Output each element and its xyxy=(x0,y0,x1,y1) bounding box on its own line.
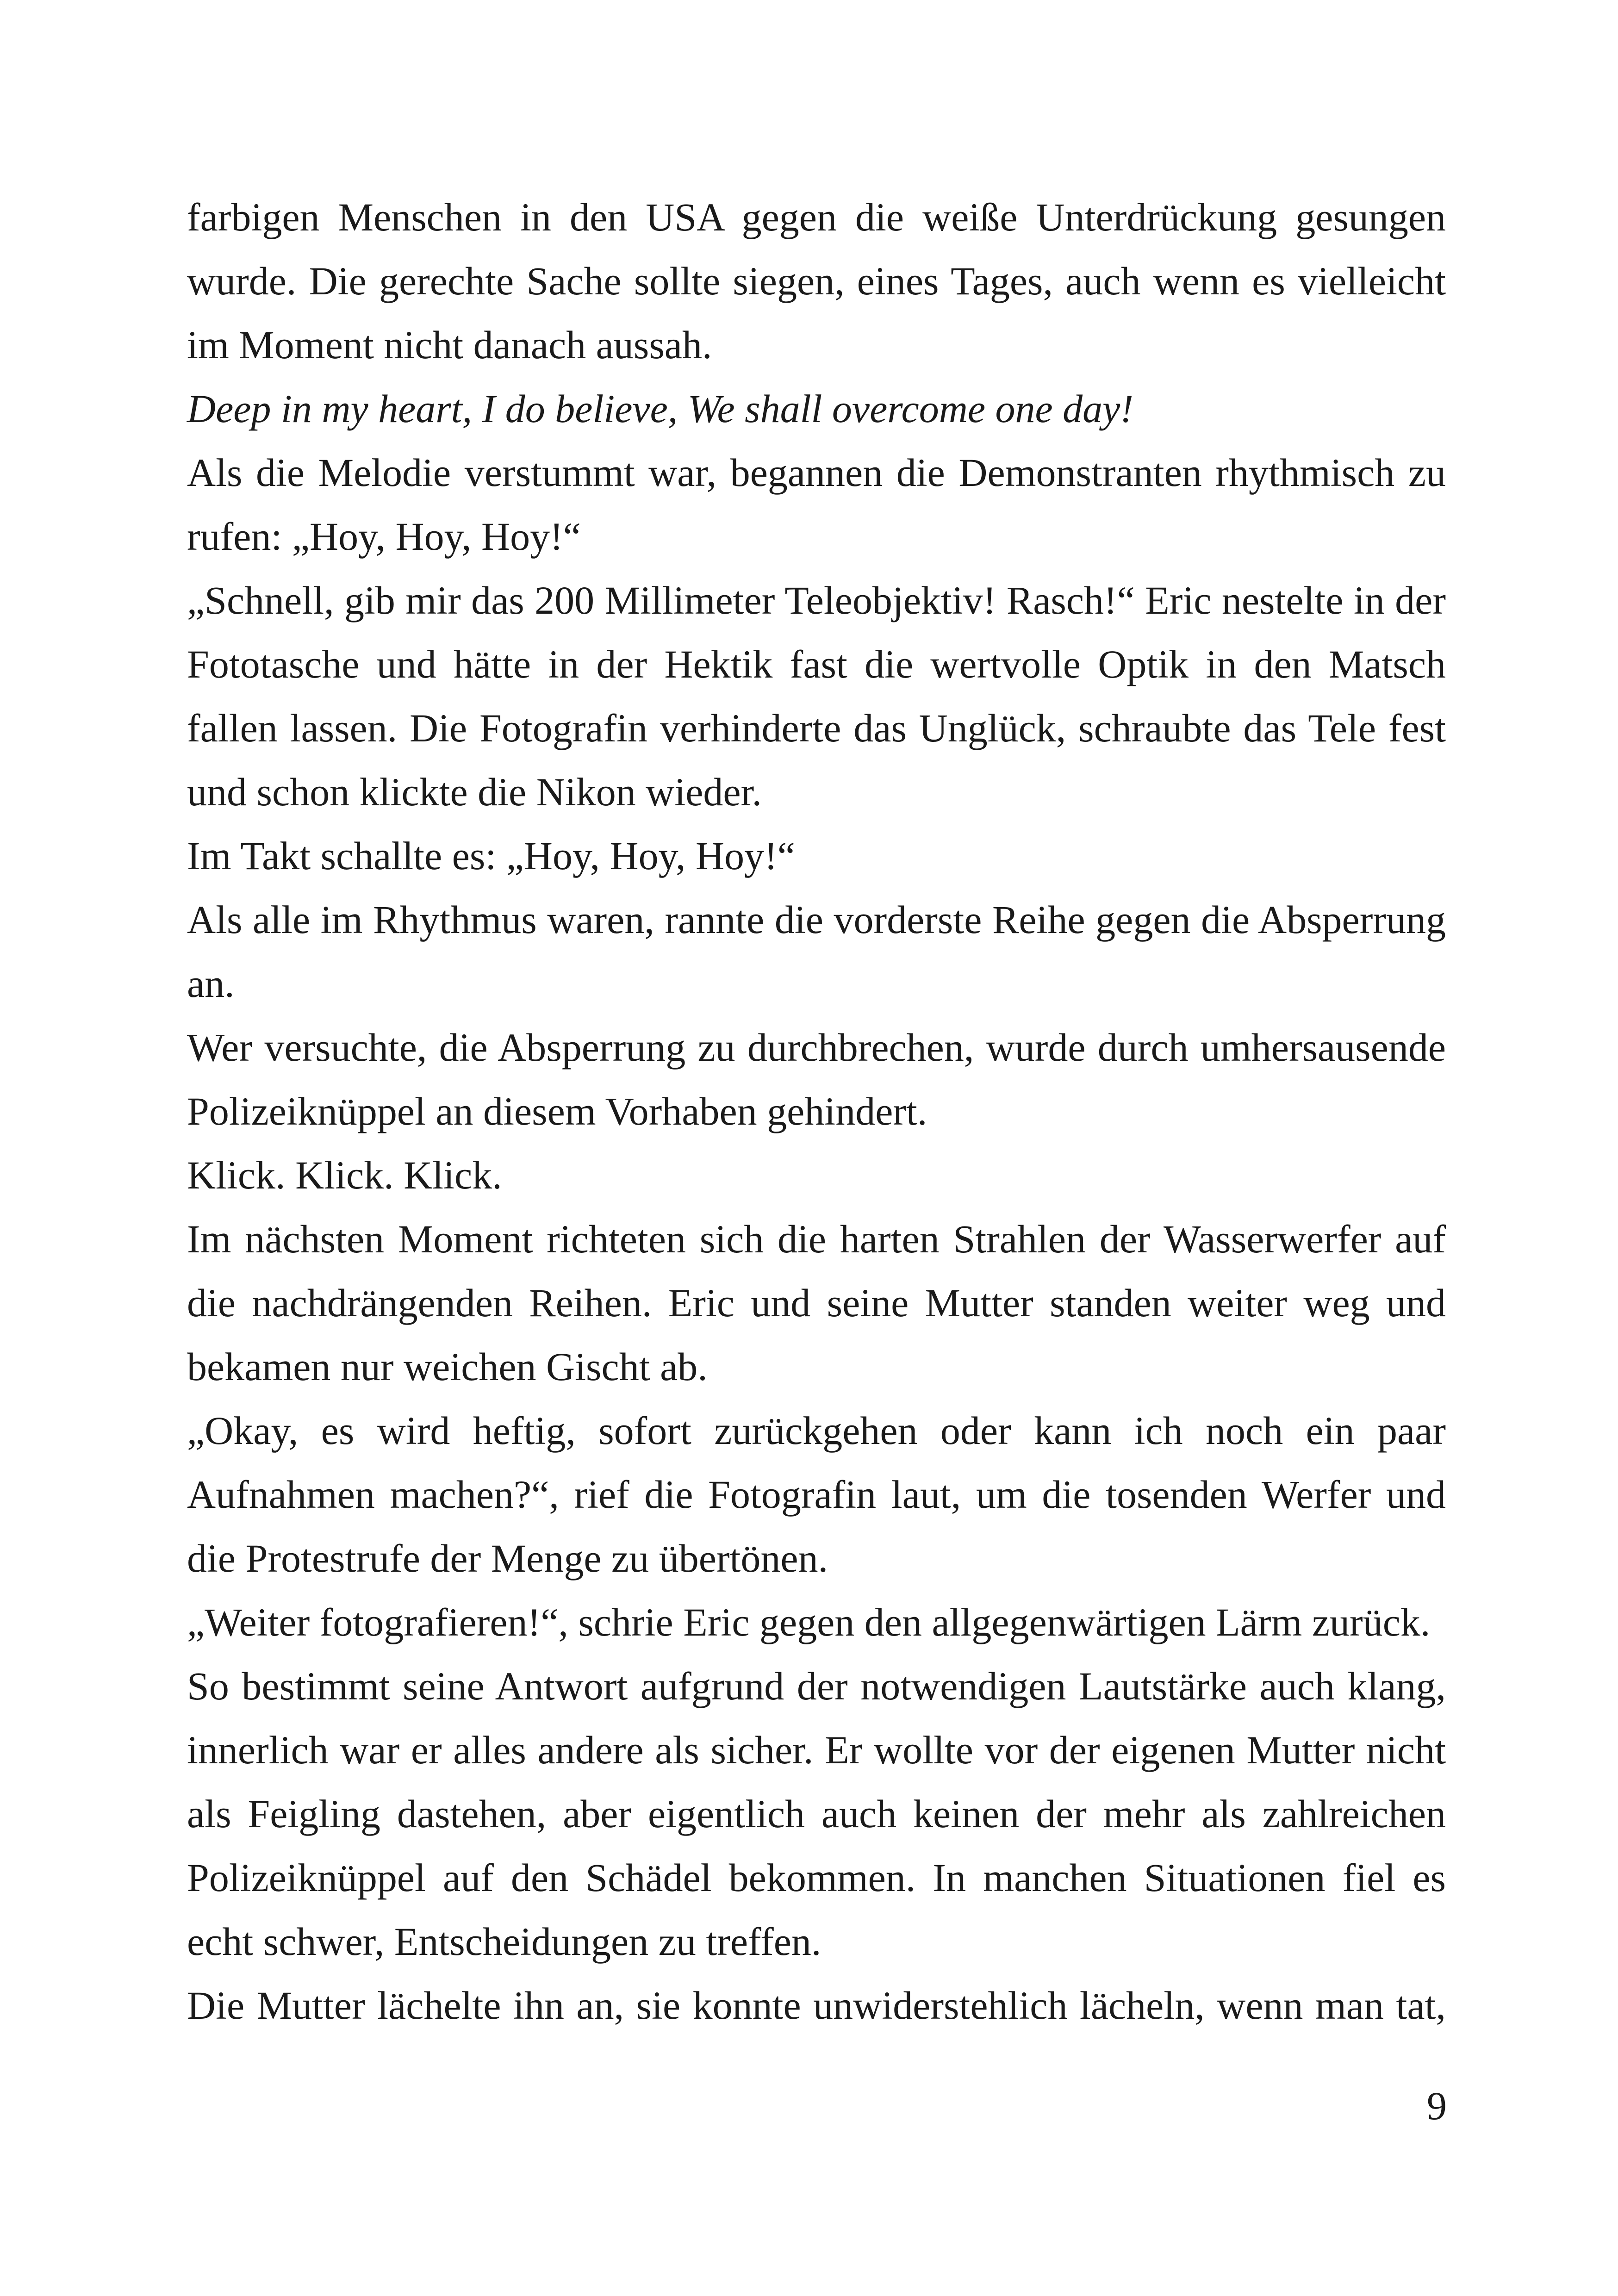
paragraph-10: „Okay, es wird heftig, sofort zurückgehen oder kann ich noch ein paar Aufnahmen machen?“, rief die Fotografin laut, um die tosenden Werfer und die Protestrufe der Menge zu übertönen. xyxy=(187,1408,1446,1580)
page-number: 9 xyxy=(1427,2084,1447,2128)
paragraph-3: Als die Melodie verstummt war, begannen die Demonstranten rhythmisch zu rufen: „Hoy, Hoy, Hoy!“ xyxy=(187,450,1446,559)
paragraph-7: Wer versuchte, die Absperrung zu durchbrechen, wurde durch umhersausende Polizeiknüppel an diesem Vorhaben gehindert. xyxy=(187,1025,1446,1133)
song-lyric-line: Deep in my heart, I do believe, We shall overcome one day! xyxy=(187,386,1133,431)
paragraph-5: Im Takt schallte es: „Hoy, Hoy, Hoy!“ xyxy=(187,834,795,878)
paragraph-12: So bestimmt seine Antwort aufgrund der notwendigen Lautstärke auch klang, innerlich war er alles andere als sicher. Er wollte vor der eigenen Mutter nicht als Feigling dastehen, aber eigentlich auch keinen der mehr als zahlreichen Polizeiknüppel auf den Schädel bekommen. In manchen Situationen fiel es echt schwer, Entscheidungen zu treffen. xyxy=(187,1664,1446,1964)
paragraph-9: Im nächsten Moment richteten sich die harten Strahlen der Wasserwerfer auf die nachdrängenden Reihen. Eric und seine Mutter standen weiter weg und bekamen nur weichen Gischt ab. xyxy=(187,1217,1446,1389)
body-text xyxy=(187,185,1446,2037)
paragraph-8: Klick. Klick. Klick. xyxy=(187,1153,502,1197)
paragraph-4: „Schnell, gib mir das 200 Millimeter Teleobjektiv! Rasch!“ Eric nestelte in der Fototasche und hätte in der Hektik fast die wertvolle Optik in den Matsch fallen lassen. Die Fotografin verhinderte das Unglück, schraubte das Tele fest und schon klickte die Nikon wieder. xyxy=(187,578,1446,814)
book-page xyxy=(187,185,1446,2036)
paragraph-13: Die Mutter lächelte ihn an, sie konnte unwiderstehlich lächeln, wenn man tat, xyxy=(187,1983,1446,2028)
paragraph-1: farbigen Menschen in den USA gegen die weiße Unterdrückung gesungen wurde. Die gerechte Sache sollte siegen, eines Tages, auch wenn es vielleicht im Moment nicht danach aussah. xyxy=(187,195,1446,367)
paragraph-6: Als alle im Rhythmus waren, rannte die vorderste Reihe gegen die Absperrung an. xyxy=(187,897,1446,1006)
paragraph-11: „Weiter fotografieren!“, schrie Eric gegen den allgegenwärtigen Lärm zurück. xyxy=(187,1600,1431,1644)
